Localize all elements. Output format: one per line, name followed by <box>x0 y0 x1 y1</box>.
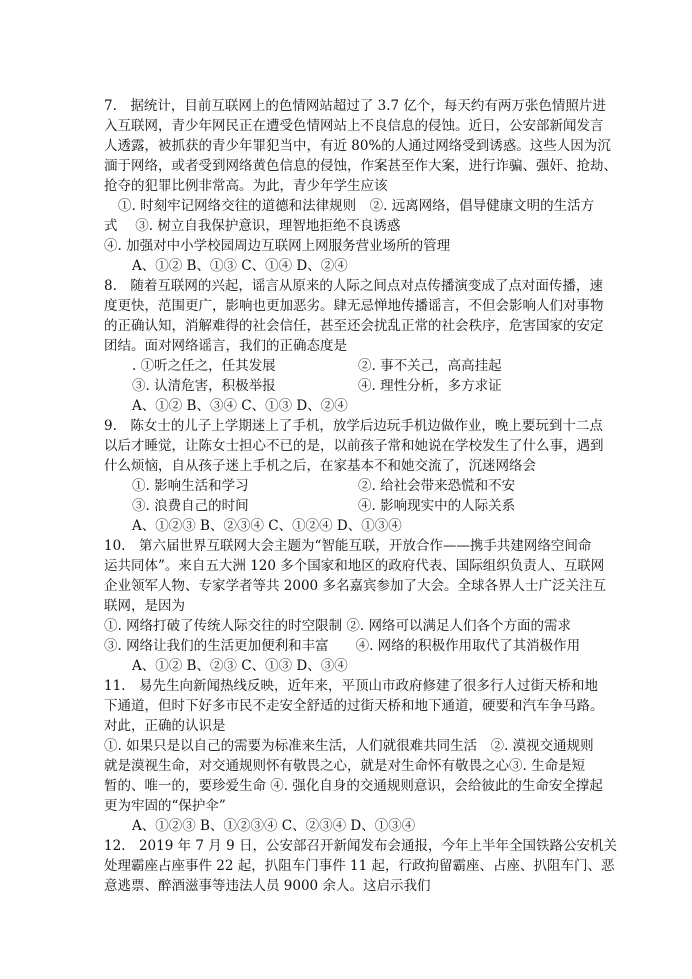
q12-stem-line-2: 处理霸座占座事件 22 起，扒阻车门事件 11 起，行政拘留霸座、占座、扒阻车门、恶 <box>104 858 615 874</box>
question-10 <box>104 536 642 676</box>
q7-option-line-2: 式 ③. 树立自我保护意识，理智地拒绝不良诱惑 <box>104 218 401 234</box>
q10-stem-line-4: 联网，是因为 <box>104 598 185 614</box>
q10-stem-line-2: 运共同体”。来自五大洲 120 多个国家和地区的政府代表、国际组织负责人、互联网 <box>104 558 605 574</box>
q9-option-3: ③. 浪费自己的时间 <box>132 498 249 514</box>
question-8 <box>104 276 642 416</box>
q9-stem-line-3: 什么烦恼，自从孩子迷上手机之后，在家基本不和她交流了，沉迷网络会 <box>104 458 536 474</box>
question-9 <box>104 416 642 536</box>
q8-answer-choices: A、①② B、③④ C、①③ D、②④ <box>132 398 348 414</box>
q11-answer-choices: A、①②③ B、①②③④ C、②③④ D、①③④ <box>132 818 416 834</box>
q8-option-2: ②. 事不关己，高高挂起 <box>358 358 502 374</box>
q10-stem-line-3: 企业领军人物、专家学者等共 2000 多名嘉宾参加了大会。全球各界人士广泛关注互 <box>104 578 606 594</box>
q7-stem-line-4: 湎于网络，或者受到网络黄色信息的侵蚀，作案甚至作大案，进行诈骗、强奸、抢劫、 <box>104 158 617 174</box>
q8-option-3: ③. 认清危害，积极举报 <box>132 378 276 394</box>
q8-stem-line-2: 度更快，范围更广，影响也更加恶劣。肆无忌惮地传播谣言，不但会影响人们对事物 <box>104 298 604 314</box>
q9-option-1: ①. 影响生活和学习 <box>132 478 249 494</box>
q7-stem-line-3: 人透露，被抓获的青少年罪犯当中，有近 80%的人通过网络受到诱惑。这些人因为沉 <box>104 138 611 154</box>
q9-option-row-1 <box>104 476 642 496</box>
question-7 <box>104 96 642 276</box>
q12-stem-line-1: 12. 2019 年 7 月 9 日，公安部召开新闻发布会通报，今年上半年全国铁路公安机关 <box>104 838 617 854</box>
q10-option-line-2: ③. 网络让我们的生活更加便利和丰富 ④. 网络的积极作用取代了其消极作用 <box>104 638 581 654</box>
q8-stem-line-1: 8. 随着互联网的兴起，谣言从原来的人际之间点对点传播演变成了点对面传播，速 <box>104 278 603 294</box>
question-12 <box>104 836 642 896</box>
q9-answer-choices: A、①②③ B、②③④ C、①②④ D、①③④ <box>132 518 402 534</box>
q8-option-1: . ①听之任之，任其发展 <box>132 358 276 374</box>
q8-option-4: ④. 理性分析，多方求证 <box>358 378 502 394</box>
q10-option-line-1: ①. 网络打破了传统人际交往的时空限制 ②. 网络可以满足人们各个方面的需求 <box>104 618 571 634</box>
q8-stem-line-3: 的正确认知，消解难得的社会信任，甚至还会扰乱正常的社会秩序，危害国家的安定 <box>104 318 604 334</box>
q7-answer-choices: A、①② B、①③ C、①④ D、②④ <box>132 258 348 274</box>
q8-option-row-2 <box>104 376 642 396</box>
q7-stem-line-2: 入互联网，青少年网民正在遭受色情网站上不良信息的侵蚀。近日，公安部新闻发言 <box>104 118 604 134</box>
q9-option-row-2 <box>104 496 642 516</box>
q11-stem-line-3: 对此，正确的认识是 <box>104 718 226 734</box>
q12-stem-line-3: 意逃票、醉酒滋事等违法人员 9000 余人。这启示我们 <box>104 878 431 894</box>
q7-stem-line-5: 抢夺的犯罪比例非常高。为此，青少年学生应该 <box>104 178 388 194</box>
q9-option-4: ④. 影响现实中的人际关系 <box>358 498 516 514</box>
question-11 <box>104 676 642 836</box>
q8-stem-line-4: 团结。面对网络谣言，我们的正确态度是 <box>104 338 347 354</box>
q9-stem-line-1: 9. 陈女士的儿子上学期迷上了手机，放学后边玩手机边做作业，晚上要玩到十二点 <box>104 418 603 434</box>
q11-option-line-2: 就是漠视生命，对交通规则怀有敬畏之心，就是对生命怀有敬畏之心③. 生命是短 <box>104 758 586 774</box>
q11-option-line-1: ①. 如果只是以自己的需要为标准来生活，人们就很难共同生活 ②. 漠视交通规则 <box>104 738 594 754</box>
q10-stem-line-1: 10. 第六届世界互联网大会主题为“智能互联，开放合作——携手共建网络空间命 <box>104 538 592 554</box>
q11-stem-line-2: 下通道，但时下好多市民不走安全舒适的过街天桥和地下通道，硬要和汽车争马路。 <box>104 698 604 714</box>
q11-stem-line-1: 11. 易先生向新闻热线反映，近年来，平顶山市政府修建了很多行人过街天桥和地 <box>104 678 598 694</box>
q10-answer-choices: A、①② B、②③ C、①③ D、③④ <box>132 658 348 674</box>
q9-option-2: ②. 给社会带来恐慌和不安 <box>358 478 516 494</box>
q7-option-line-3: ④. 加强对中小学校园周边互联网上网服务营业场所的管理 <box>104 238 451 254</box>
q7-option-line-1: ①. 时刻牢记网络交往的道德和法律规则 ②. 远离网络，倡导健康文明的生活方 <box>118 198 595 214</box>
q7-stem-line-1: 7. 据统计，目前互联网上的色情网站超过了 3.7 亿个，每天约有两万张色情照片进 <box>104 98 606 114</box>
q8-option-row-1 <box>104 356 642 376</box>
q11-option-line-4: 更为牢固的“保护伞” <box>104 798 226 814</box>
q11-option-line-3: 暂的、唯一的，要珍爱生命 ④. 强化自身的交通规则意识，会给彼此的生命安全撑起 <box>104 778 603 794</box>
q9-stem-line-2: 以后才睡觉，让陈女士担心不已的是，以前孩子常和她说在学校发生了什么事，遇到 <box>104 438 604 454</box>
